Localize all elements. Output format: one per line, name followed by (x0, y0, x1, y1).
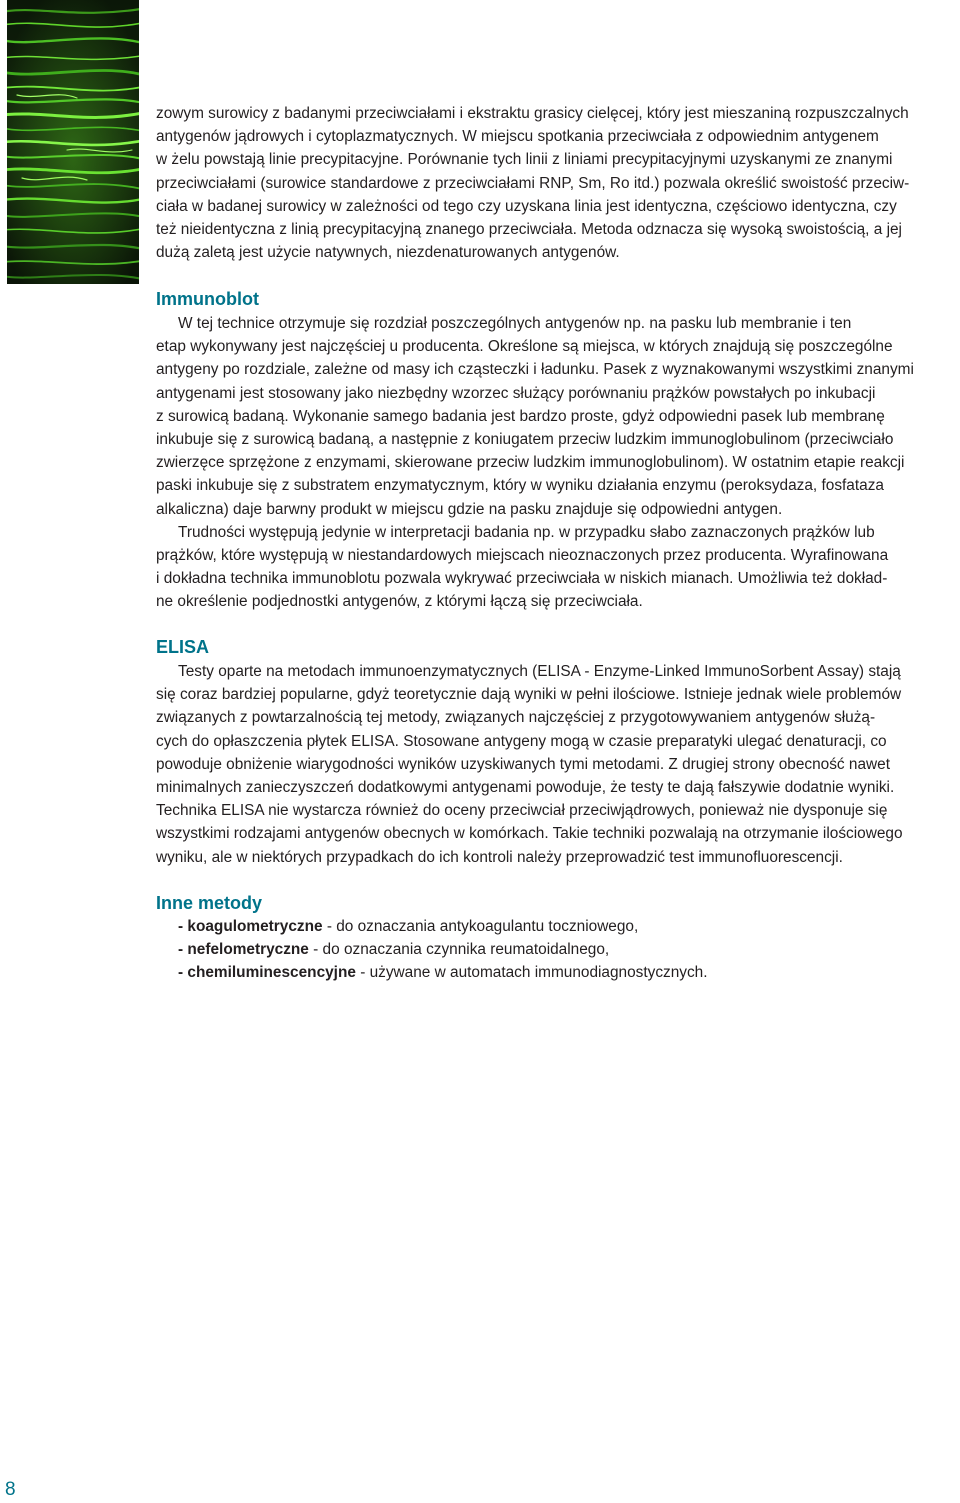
immunofluorescence-image (7, 0, 139, 284)
list-item-term: koagulometryczne (187, 918, 323, 935)
list-item-term: nefelometryczne (187, 941, 309, 959)
other-methods-list (156, 915, 956, 985)
text-line: antygenami jest stosowany jako niezbędny wzorzec służący porównaniu prążków powstałych po inkubacji (156, 384, 876, 402)
text-line: minimalnych zanieczyszczeń dodatkowymi antygenami powoduje, że testy te dają fałszywie dodatnie wyniki. (156, 779, 895, 797)
list-item-description: - używane w automatach immunodiagnostycznych. (355, 964, 708, 982)
text-line: z surowicą badaną. Wykonanie samego badania jest bardzo proste, gdyż odpowiedni pasek lub membranę (156, 407, 885, 425)
text-line: zowym surowicy z badanymi przeciwciałami i ekstraktu grasicy cielęcej, który jest mieszaniną rozpuszczalnych (156, 105, 909, 122)
text-line: paski inkubuje się z substratem enzymatycznym, który w wyniku działania enzymu (peroksydaza, fosfataza (156, 477, 884, 495)
text-line: dużą zaletą jest użycie natywnych, niezdenaturowanych antygenów. (156, 244, 620, 262)
list-item-description: - do oznaczania antykoagulantu toczniowego, (322, 918, 639, 935)
text-line: inkubuje się z surowicą badaną, a następnie z koniugatem przeciw ludzkim immunoglobulinom (przeciwciało (156, 431, 894, 449)
elisa-heading: ELISA (156, 637, 210, 657)
list-item-prefix: - (178, 941, 188, 959)
text-line: etap wykonywany jest najczęściej u producenta. Określone są miejsca, w których znajdują się poszczególne (156, 338, 893, 356)
text-line: Testy oparte na metodach immunoenzymatycznych (ELISA - Enzyme-Linked ImmunoSorbent Assay) stają (178, 663, 901, 680)
immunoblot-paragraph (156, 312, 956, 614)
list-item-prefix: - (178, 964, 188, 982)
intro-paragraph (156, 102, 956, 264)
list-item (156, 961, 956, 984)
text-line: związanych z powtarzalnością tej metody, związanych najczęściej z przygotowywaniem antygenów służą- (156, 709, 876, 727)
text-line: Technika ELISA nie wystarcza również do oceny przeciwciał przeciwjądrowych, ponieważ nie dysponuje się (156, 802, 888, 820)
text-line: antygeny po rozdziale, zależne od masy ich cząsteczki i ładunku. Pasek z wyznakowanymi wszystkimi znanymi (156, 361, 914, 379)
text-line: ne określenie podjednostki antygenów, z którymi łączą się przeciwciała. (156, 593, 643, 611)
text-line: w żelu powstają linie precypitacyjne. Porównanie tych linii z liniami precypitacyjnymi uzyskanymi ze znanymi (156, 151, 893, 169)
list-item-prefix: - (178, 918, 188, 935)
list-item (156, 915, 956, 938)
text-line: przeciwciałami (surowice standardowe z przeciwciałami RNP, Sm, Ro itd.) pozwala określić swoistość przeciw- (156, 174, 910, 192)
text-line: wszystkimi rodzajami antygenów obecnych w komórkach. Takie techniki pozwalają na otrzymanie ilościowego (156, 825, 903, 843)
list-item-term: chemiluminescencyjne (187, 964, 356, 982)
text-line: antygenów jądrowych i cytoplazmatycznych. W miejscu spotkania przeciwciała z odpowiednim antygenem (156, 128, 879, 146)
text-line: wyniku, ale w niektórych przypadkach do ich kontroli należy przeprowadzić test immunofluorescencji. (156, 848, 843, 866)
text-line: się coraz bardziej popularne, gdyż teoretycznie dają wyniki w pełni ilościowe. Istnieje jednak wiele problemów (156, 686, 902, 704)
elisa-paragraph (156, 660, 956, 869)
text-line: też nieidentyczna z linią precypitacyjną znanego przeciwciała. Metoda odznacza się wysoką swoistością, a jej (156, 221, 902, 239)
text-line: W tej technice otrzymuje się rozdział poszczególnych antygenów np. na pasku lub membranie i ten (178, 315, 852, 332)
text-line: prążków, które występują w niestandardowych miejscach nieoznaczonych przez producenta. Wyrafinowana (156, 547, 889, 565)
other-methods-heading: Inne metody (156, 893, 263, 913)
text-line: powoduje obniżenie wiarygodności wyników uzyskiwanych tymi metodami. Z drugiej strony obecność nawet (156, 755, 890, 773)
text-line: alkaliczna) daje barwny produkt w miejscu gdzie na pasku znajduje się odpowiedni antygen. (156, 500, 783, 518)
text-line: i dokładna technika immunoblotu pozwala wykrywać przeciwciała w niskich mianach. Umożliwia też dokład- (156, 570, 888, 588)
text-line: cych do opłaszczenia płytek ELISA. Stosowane antygeny mogą w czasie preparatyki ulegać denaturacji, co (156, 732, 887, 750)
text-line: Trudności występują jedynie w interpretacji badania np. w przypadku słabo zaznaczonych prążków lub (178, 523, 875, 541)
immunoblot-heading: Immunoblot (156, 289, 259, 309)
text-line: zwierzęce sprzężone z enzymami, skierowane przeciw ludzkim immunoglobulinom). W ostatnim etapie reakcji (156, 454, 905, 472)
list-item-description: - do oznaczania czynnika reumatoidalnego, (308, 941, 610, 959)
text-line: ciała w badanej surowicy w zależności od tego czy uzyskana linia jest identyczna, częściowo identyczna, czy (156, 197, 897, 215)
list-item (156, 938, 956, 961)
page-number: 8 (5, 1479, 16, 1500)
